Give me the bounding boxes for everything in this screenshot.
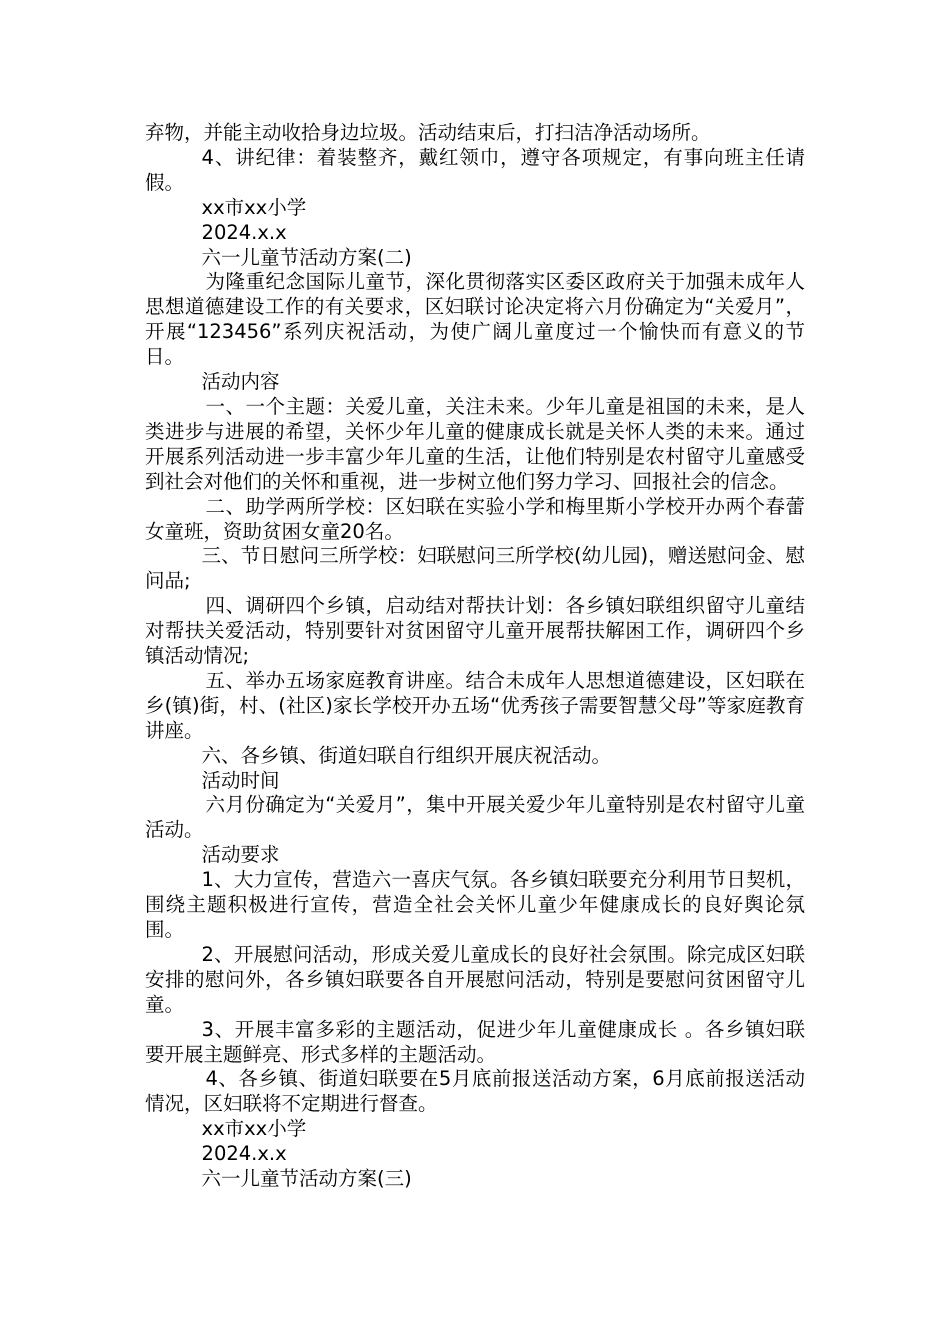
heading-activity-content: 活动内容 (201, 370, 280, 394)
paragraph-requirement-3: 3、开展丰富多彩的主题活动，促进少年儿童健康成长 。各乡镇妇联要开展主题鲜亮、形式多样的主题活动。 (145, 1017, 805, 1066)
paragraph-continuation: 弃物，并能主动收拾身边垃圾。活动结束后，打扫洁净活动场所。 (145, 121, 711, 144)
document-body (145, 121, 805, 1192)
paragraph-item-6: 六、各乡镇、街道妇联自行组织开展庆祝活动。 (201, 743, 612, 767)
paragraph-requirement-1: 1、大力宣传，营造六一喜庆气氛。各乡镇妇联要充分利用节日契机，围绕主题积极进行宣传，营造全社会关怀儿童少年健康成长的良好舆论氛围。 (145, 868, 805, 941)
paragraph-requirement-2: 2、开展慰问活动，形成关爱儿童成长的良好社会氛围。除完成区妇联安排的慰问外，各乡镇妇联要各自开展慰问活动，特别是要慰问贫困留守儿童。 (145, 942, 805, 1016)
paragraph-item-2: 二、助学两所学校：区妇联在实验小学和梅里斯小学校开办两个春蕾女童班，资助贫困女童20名。 (145, 494, 805, 543)
signature-date: 2024.x.x (201, 220, 287, 244)
heading-activity-requirements: 活动要求 (201, 843, 280, 867)
paragraph-item-3: 三、节日慰问三所学校：妇联慰问三所学校(幼儿园)，赠送慰问金、慰问品; (145, 544, 805, 593)
paragraph-discipline-rule: 4、讲纪律：着装整齐，戴红领巾，遵守各项规定，有事向班主任请假。 (145, 145, 805, 194)
signature-date-2: 2024.x.x (201, 1142, 287, 1166)
signature-school-2: xx市xx小学 (201, 1117, 307, 1141)
paragraph-item-1: 一、一个主题：关爱儿童，关注未来。少年儿童是祖国的未来，是人类进步与进展的希望，关怀少年儿童的健康成长就是关怀人类的未来。通过开展系列活动进一步丰富少年儿童的生活，让他们特别是农村留守儿童感受到社会对他们的关怀和重视，进一步树立他们努力学习、回报社会的信念。 (145, 394, 805, 493)
paragraph-item-4: 四、调研四个乡镇，启动结对帮扶计划：各乡镇妇联组织留守儿童结对帮扶关爱活动，特别要针对贫困留守儿童开展帮扶解困工作，调研四个乡镇活动情况; (145, 594, 805, 668)
paragraph-requirement-4: 4、各乡镇、街道妇联要在5月底前报送活动方案，6月底前报送活动情况，区妇联将不定期进行督查。 (145, 1067, 805, 1116)
section-title-plan-3: 六一儿童节活动方案(三) (201, 1167, 412, 1191)
paragraph-item-5: 五、举办五场家庭教育讲座。结合未成年人思想道德建设，区妇联在乡(镇)街，村、(社区)家长学校开办五场“优秀孩子需要智慧父母”等家庭教育讲座。 (145, 668, 805, 742)
signature-school: xx市xx小学 (201, 195, 307, 219)
paragraph-intro: 为隆重纪念国际儿童节，深化贯彻落实区委区政府关于加强未成年人思想道德建设工作的有关要求，区妇联讨论决定将六月份确定为“关爱月”，开展“123456”系列庆祝活动，为使广阔儿童度过一个愉快而有意义的节日。 (145, 270, 805, 369)
section-title-plan-2: 六一儿童节活动方案(二) (201, 245, 412, 269)
heading-activity-time: 活动时间 (201, 768, 280, 792)
paragraph-time: 六月份确定为“关爱月”，集中开展关爱少年儿童特别是农村留守儿童活动。 (145, 793, 805, 842)
